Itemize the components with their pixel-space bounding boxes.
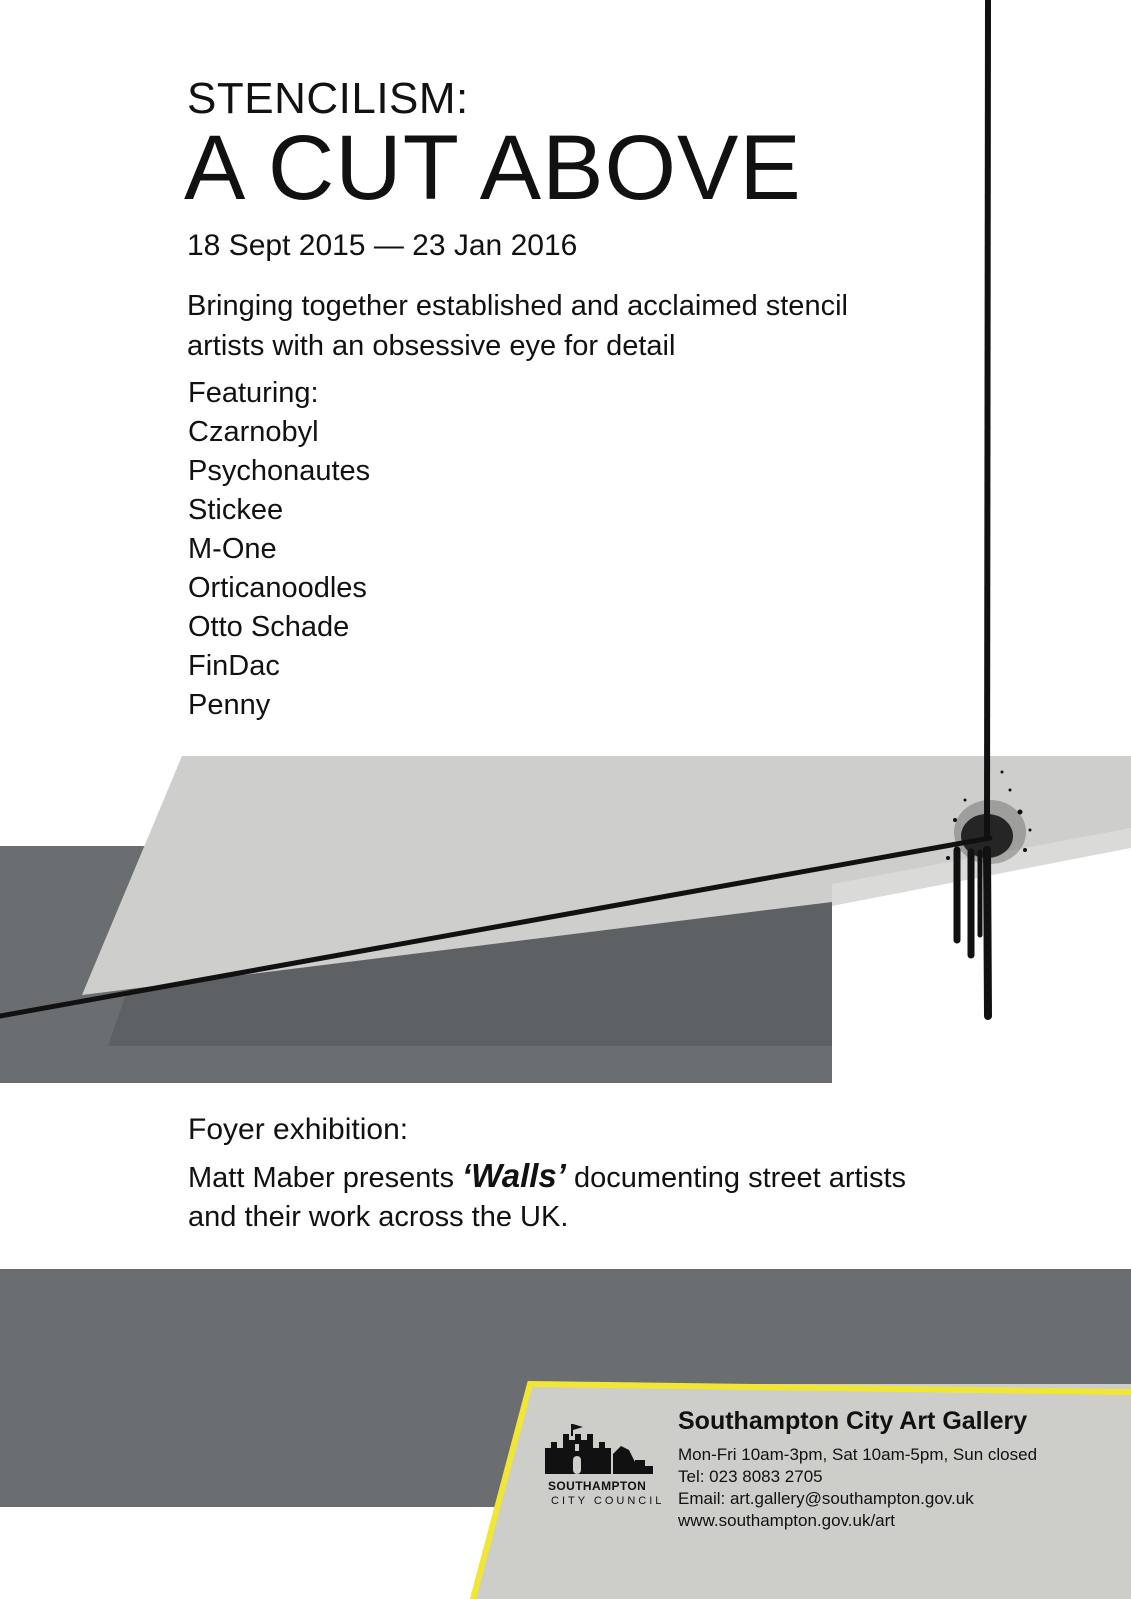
gallery-email: Email: art.gallery@southampton.gov.uk	[678, 1489, 974, 1508]
foyer-text-after: documenting street artists and their work across the UK.	[188, 1162, 907, 1233]
council-logo-subtitle: CITY COUNCIL	[551, 1495, 665, 1507]
foyer-highlight: ‘Walls’	[462, 1157, 566, 1194]
artist-name: Czarnobyl	[188, 416, 319, 448]
page-title: A CUT ABOVE	[184, 117, 802, 219]
artist-name: Otto Schade	[188, 611, 350, 643]
artist-name: Orticanoodles	[188, 572, 367, 604]
foyer-description	[188, 1156, 928, 1237]
foyer-text-before: Matt Maber presents	[188, 1162, 462, 1194]
tagline: Bringing together established and acclaimed stencil artists with an obsessive eye for detail	[187, 290, 848, 362]
artist-name: M-One	[188, 533, 277, 565]
council-logo-name: SOUTHAMPTON	[548, 1479, 647, 1493]
gallery-hours: Mon-Fri 10am-3pm, Sat 10am-5pm, Sun closed	[678, 1445, 1038, 1464]
featuring-label: Featuring:	[188, 377, 319, 409]
gallery-website: www.southampton.gov.uk/art	[678, 1511, 896, 1530]
gallery-name: Southampton City Art Gallery	[678, 1407, 1028, 1435]
vertical-line	[987, 0, 988, 838]
subtitle: STENCILISM:	[187, 74, 469, 123]
foyer-heading: Foyer exhibition:	[188, 1113, 409, 1146]
artist-name: Stickee	[188, 494, 284, 526]
artist-name: Penny	[188, 689, 271, 721]
artist-list	[188, 413, 370, 725]
gallery-phone: Tel: 023 8083 2705	[678, 1467, 823, 1486]
artist-name: FinDac	[188, 650, 280, 682]
exhibition-dates: 18 Sept 2015 — 23 Jan 2016	[187, 229, 578, 262]
artist-name: Psychonautes	[188, 455, 371, 487]
